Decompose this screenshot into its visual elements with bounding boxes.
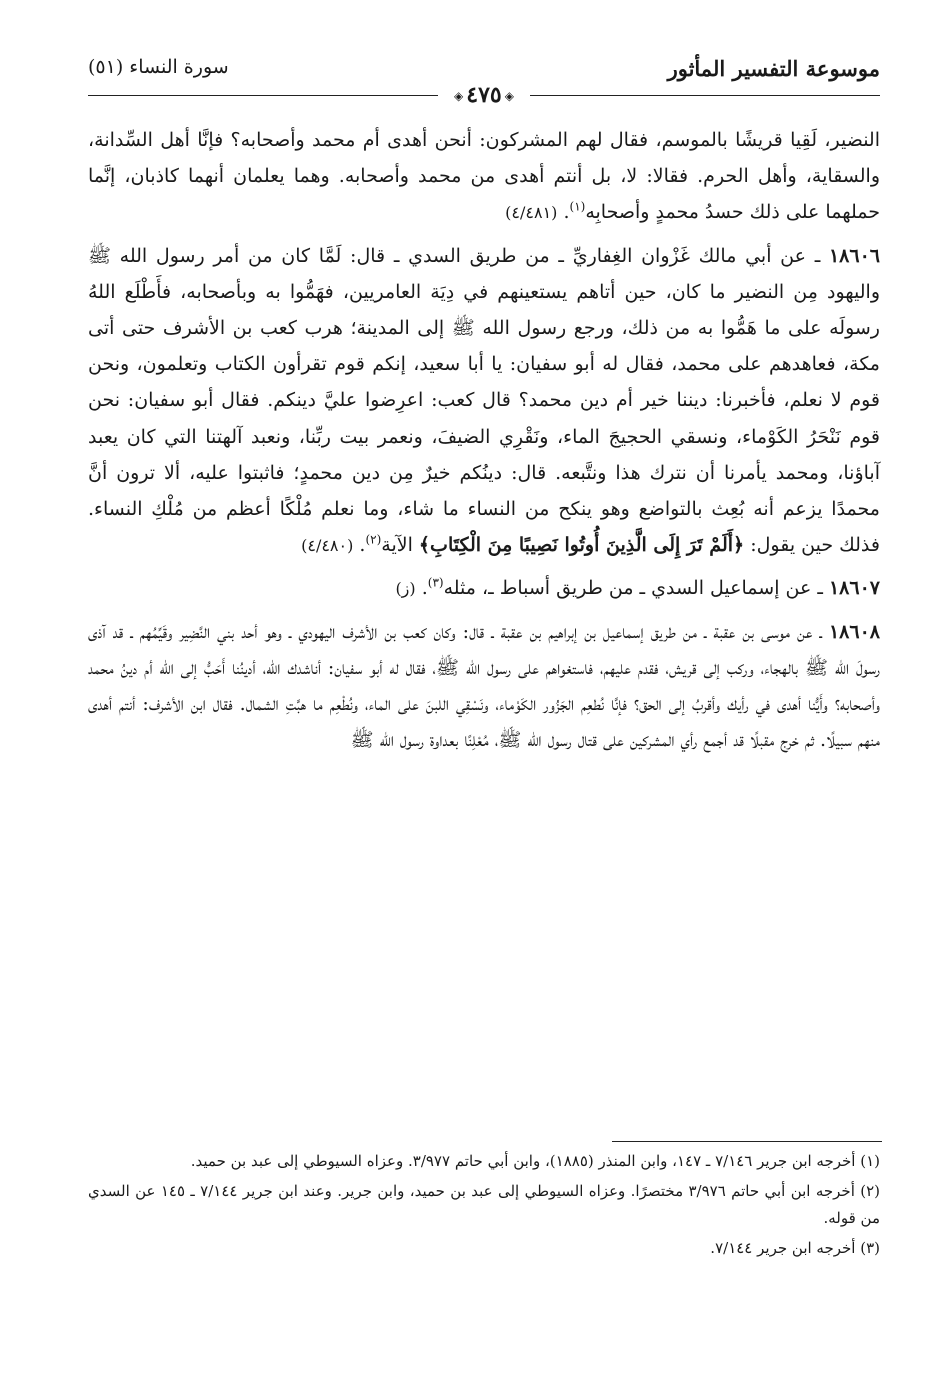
footnote-mark: (٢) — [365, 532, 382, 547]
footnote-2: (٢) أخرجه ابن أبي حاتم ٣/٩٧٦ مختصرًا. وعزاه السيوطي إلى عبد بن حميد، وابن جرير. وعند ابن جرير ٧/١٤٤ ـ ١٤٥ عن السدي من قوله. — [88, 1182, 881, 1227]
paragraph-text: ـ عن أبي مالك غَزْوان الغِفاريِّ ـ من طريق السدي ـ قال: لَمَّا كان من أمر رسول الله ﷺ واليهود مِن النضير ما كان، حين أتاهم يستعينهم في دِيَة العامريين، فهَمُّوا به وبأصحابه، فأَطْلَع اللهُ رسولَه على ما هَمُّوا به من ذلك، ورجع رسول الله ﷺ إلى المدينة؛ هرب كعب بن الأشرف حتى أتى مكة، فعاهدهم على محمد، فقال له أبو سفيان: يا أبا سعيد، إنكم قوم تقرأون الكتاب وتعلمون، ونحن قوم لا نعلم، فأخبرنا: ديننا خير أم دين محمد؟ قال كعب: اعرِضوا عليَّ دينكم. فقال أبو سفيان: نحن قوم نَنْحَرُ الكَوْماء، ونسقي الحجيجَ الماء، ونَقْرِي الضيفَ، ونعمر بيت ربِّنا، ونعبد آلهتنا التي كان يعبد آباؤنا، ومحمد يأمرنا أن نترك هذا ونتَّبعه. قال: دينُكم خيرٌ مِن دين محمدٍ؛ فاثبتوا عليه، ألا ترون أنَّ محمدًا يزعم أنه بُعِث بالتواضع وهو ينكح من النساء ما شاء، وما نعلم مُلْكًا أعظم من مُلْكِ النساء. فذلك حين يقول: — [88, 244, 880, 557]
main-text — [88, 122, 880, 758]
hadith-18606 — [88, 238, 880, 565]
volume-reference: (٤/٤٨١) — [505, 203, 558, 223]
hadith-number: ١٨٦٠٧ — [828, 577, 880, 600]
quran-verse: ﴿أَلَمْ تَرَ إِلَى الَّذِينَ أُوتُوا نَصِيبًا مِنَ الْكِتَابِ﴾ — [418, 534, 745, 557]
footnotes — [88, 1148, 880, 1262]
surah-title: سورة النساء (٥١) — [88, 56, 229, 78]
paragraph-punct: . — [563, 201, 570, 224]
page-number: ٤٧٥ — [466, 82, 502, 108]
footnote-3: (٣) أخرجه ابن جرير ٧/١٤٤. — [710, 1239, 880, 1257]
ornament-icon: ◈ — [504, 89, 514, 103]
paragraph-text: ـ عن موسى بن عقبة ـ من طريق إسماعيل بن إبراهيم بن عقبة ـ قال: وكان كعب بن الأشرف اليهودي ـ وهو أحد بني النَّضِير وقَيِّمُهم ـ قد آذى رسولَ الله ﷺ بالهجاء، وركب إلى قريش، فقدم عليهم، فاستغواهم على رسول الله ﷺ، فقال له أبو سفيان: أناشدك الله، أدينُنا أَحَبُّ إلى الله أم دينُ محمد وأصحابه؟ وأَيُّنا أهدى في رأيك وأقربُ إلى الحق؟ فإنَّا نُطعِم الجَزُور الكَوْماء، ونَسْقِي اللبنَ على الماء، ونُطْعِم ما هبَّتِ الشمال. فقال ابن الأشرف: أنتم أهدى منهم سبيلًا. ثم خرج مقبلًا قد أجمع رأي المشركين على قتال رسول الله ﷺ، مُعْلِنًا بعداوة رسول الله ﷺ — [88, 620, 880, 752]
footnote-1: (١) أخرجه ابن جرير ٧/١٤٦ ـ ١٤٧، وابن المنذر (١٨٨٥)، وابن أبي حاتم ٣/٩٧٧. وعزاه السيوطي إلى عبد بن حميد. — [190, 1152, 880, 1170]
verse-note: الآية — [381, 534, 413, 557]
hadith-number: ١٨٦٠٦ — [828, 244, 880, 267]
page-header — [88, 50, 880, 110]
hadith-18608 — [88, 614, 880, 759]
hadith-number: ١٨٦٠٨ — [828, 620, 880, 643]
volume-reference: (٤/٤٨٠) — [301, 536, 354, 556]
page-number-block — [438, 80, 530, 111]
hadith-18607 — [88, 570, 880, 607]
paragraph-continuation — [88, 122, 880, 232]
footnote-separator — [612, 1141, 882, 1142]
paragraph-text: ـ عن إسماعيل السدي ـ من طريق أسباط ـ، مثله — [443, 577, 823, 600]
paragraph-punct: . — [421, 577, 428, 600]
ornament-icon: ◈ — [454, 89, 464, 103]
book-title: موسوعة التفسير المأثور — [667, 56, 880, 81]
paragraph-punct: . — [359, 534, 366, 557]
header-rule-left — [88, 95, 438, 96]
footnote-mark: (١) — [569, 200, 586, 215]
footnote-mark: (٣) — [427, 576, 444, 591]
volume-reference: (ز) — [395, 579, 416, 599]
header-rule-right — [530, 95, 880, 96]
paragraph-text: النضير، لَقِيا قريشًا بالموسم، فقال لهم المشركون: أنحن أهدى أم محمد وأصحابه؟ فإنَّا أهل السِّدانة، والسقاية، وأهل الحرم. فقالا: لا، بل أنتم أهدى من محمد وأصحابه. وهما يعلمان أنهما كاذبان، إنَّما حملهما على ذلك حسدُ محمدٍ وأصحابِه — [88, 129, 880, 224]
